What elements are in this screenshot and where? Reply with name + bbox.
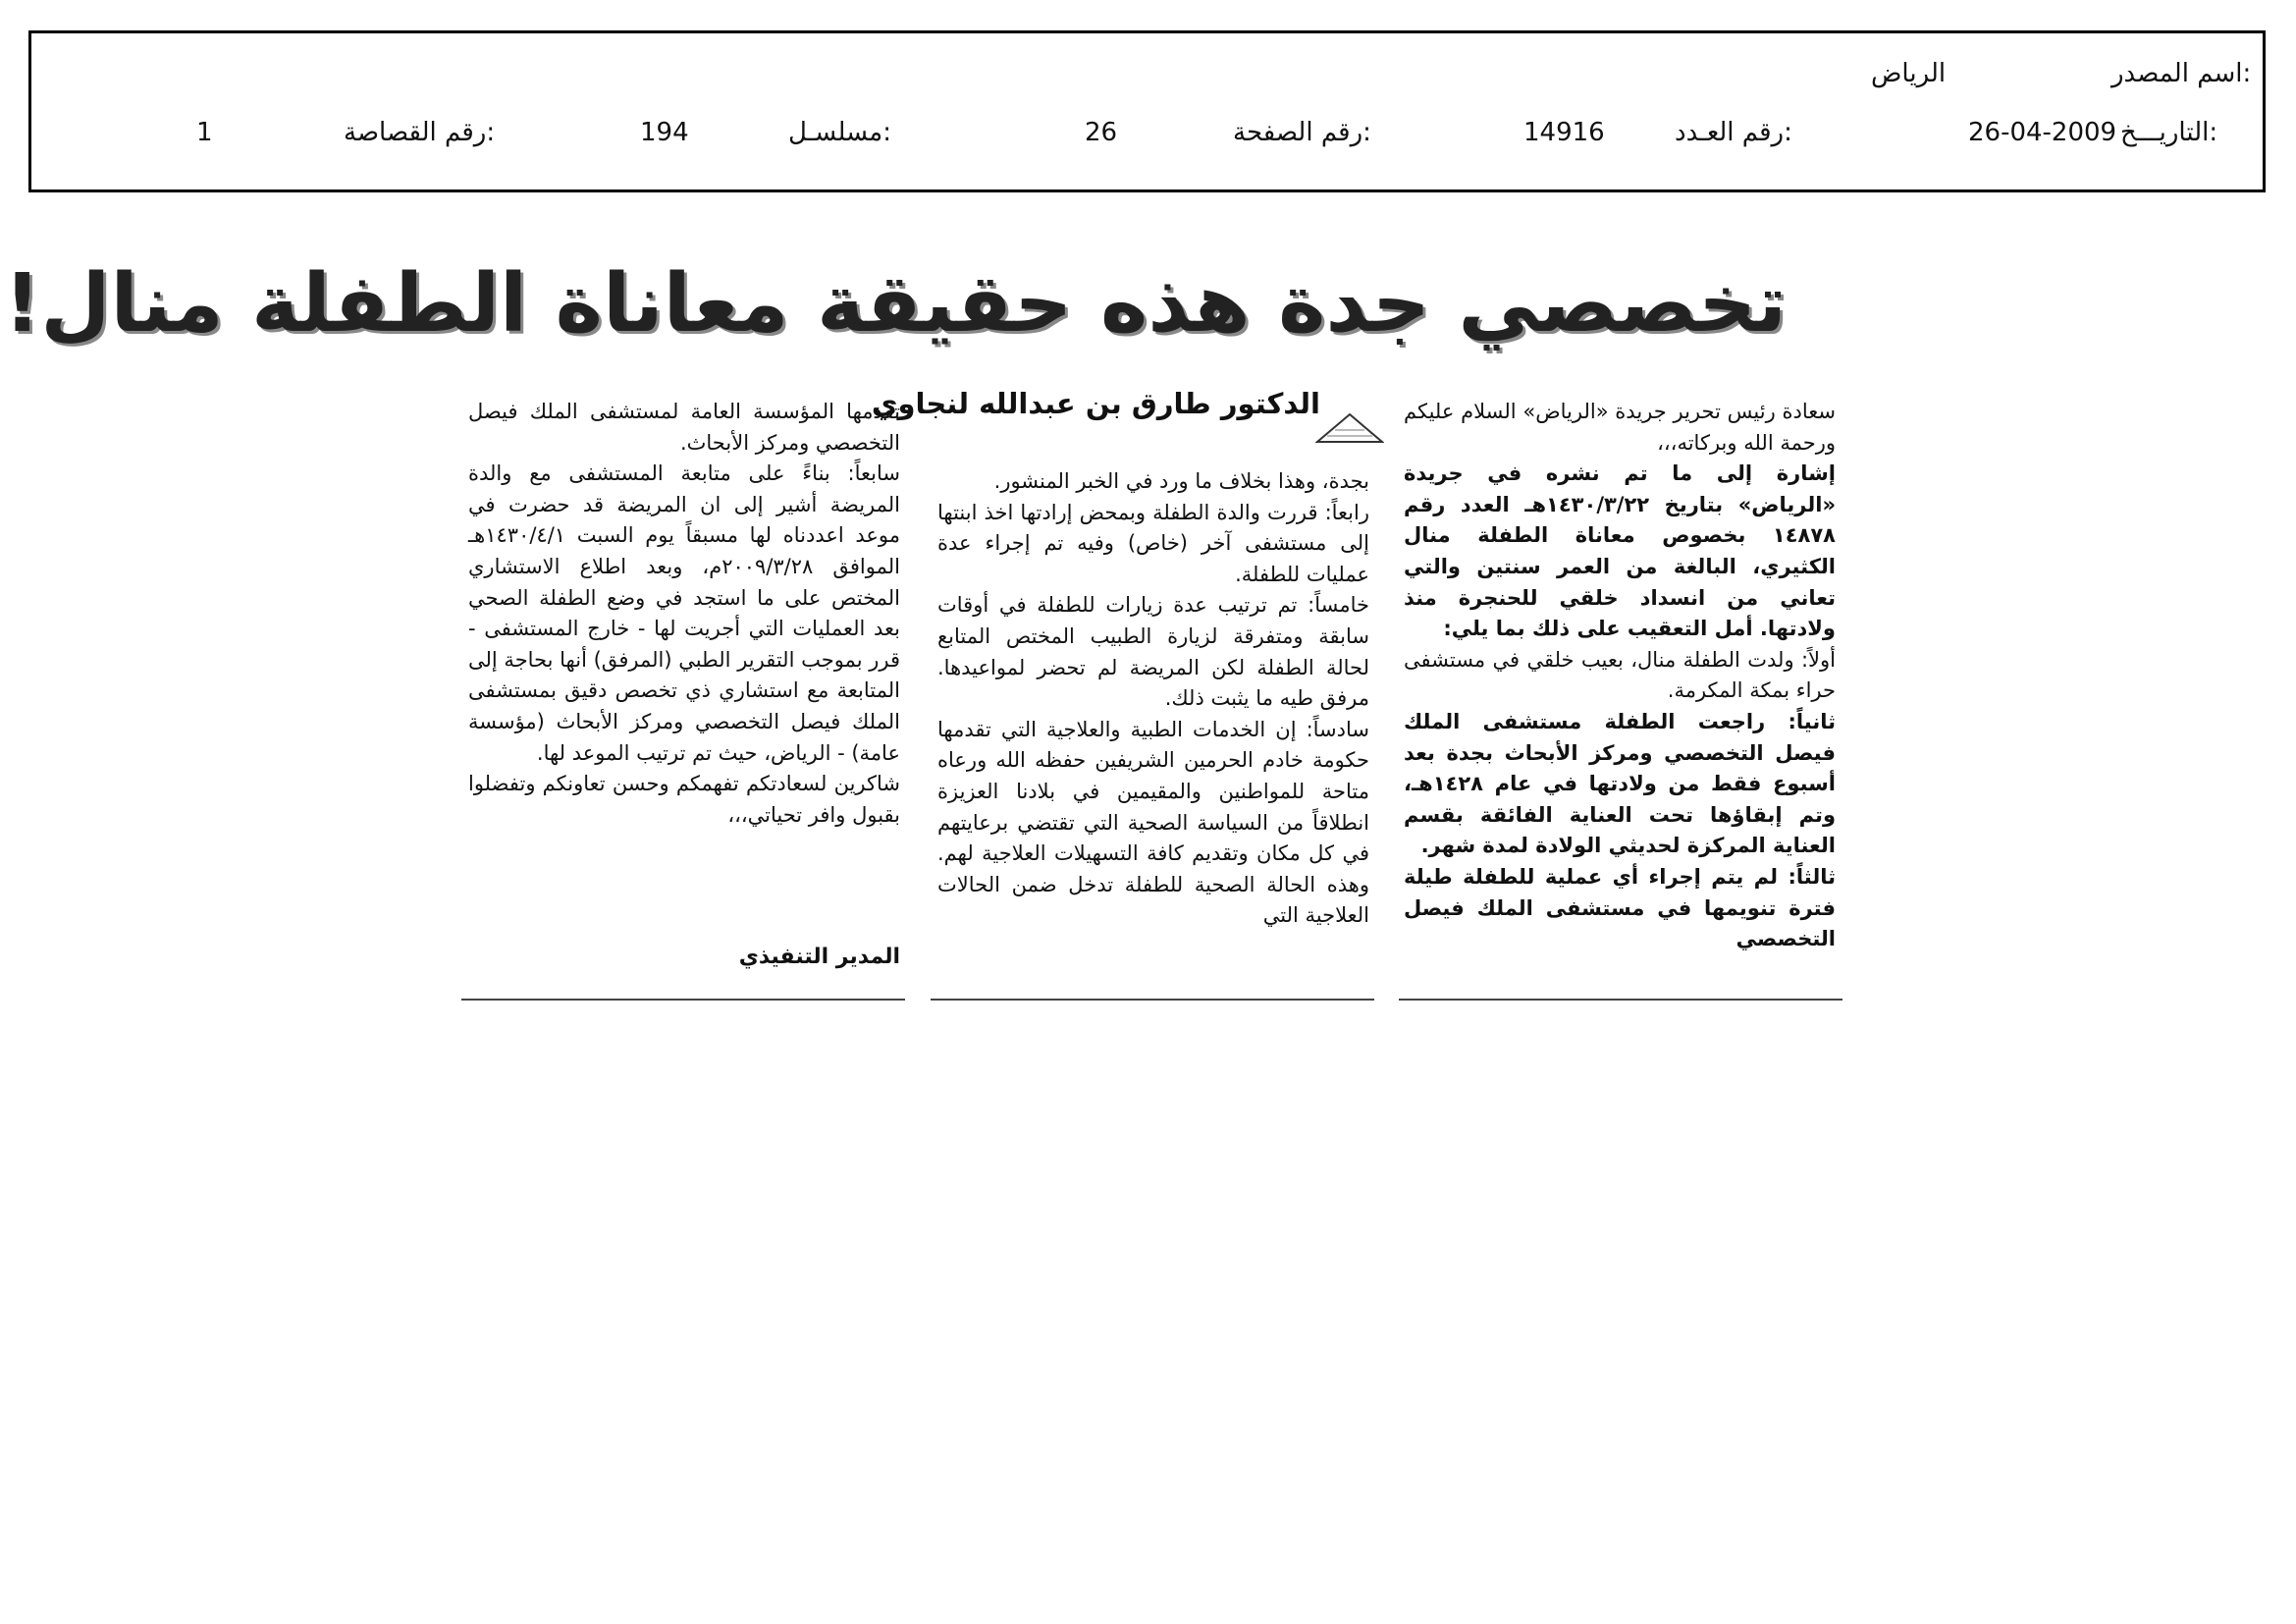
page-value: 26 (1085, 118, 1118, 147)
byline-triangle-icon (1315, 412, 1384, 444)
column-rule-middle (931, 999, 1374, 1001)
column-rule-right (1399, 999, 1842, 1001)
issue-label: رقم العـدد: (1675, 118, 1792, 147)
paragraph-sixth: سادساً: إن الخدمات الطبية والعلاجية التي تقدمها حكومة خادم الحرمين الشريفين حفظه الله ورعاه متاحة للمواطنين والمقيمين في بلادنا العزيزة انطلاقاً من السياسة الصحية التي تقتضي برعايتهم في كل مكان وتقديم كافة التسهيلات العلاجية لهم. وهذه الحالة الصحية للطفلة تدخل ضمن الحالات العلاجية التي (937, 717, 1369, 928)
serial-value: 194 (640, 118, 689, 147)
paragraph-third: ثالثاً: لم يتم إجراء أي عملية للطفلة طيلة فترة تنويمها في مستشفى الملك فيصل التخصصي (1404, 864, 1836, 951)
clip-number-label: رقم القصاصة: (344, 118, 496, 147)
paragraph-intro: إشارة إلى ما تم نشره في جريدة «الرياض» بتاريخ ١٤٣٠/٣/٢٢هـ العدد رقم ١٤٨٧٨ بخصوص معاناة الطفلة منال الكثيري، البالغة من العمر سنتين والتي تعاني من انسداد خلقي للحنجرة منذ ولادتها. أمل التعقيب على ذلك بما يلي: (1404, 461, 1837, 641)
article-column-middle (937, 466, 1369, 932)
paragraph-second: ثانياً: راجعت الطفلة مستشفى الملك فيصل التخصصي ومركز الأبحاث بجدة بعد أسبوع فقط من ولادتها في عام ١٤٢٨هـ، وتم إبقاؤها تحت العناية الفائقة بقسم العناية المركزة لحديثي الولادة لمدة شهر. (1404, 709, 1836, 858)
source-label: اسم المصدر: (2111, 59, 2252, 88)
column-rule-left (461, 999, 905, 1001)
paragraph-fifth: خامساً: تم ترتيب عدة زيارات للطفلة في أوقات سابقة ومتفرقة لزيارة الطبيب المختص المتابع لحالة الطفلة لكن المريضة لم تحضر لمواعيدها. مرفق طيه ما يثبت ذلك. (937, 593, 1369, 711)
clip-number-value: 1 (196, 118, 213, 147)
paragraph-seventh: سابعاً: بناءً على متابعة المستشفى مع والدة المريضة أشير إلى ان المريضة قد حضرت في موعد اعددناه لها مسبقاً يوم السبت ١٤٣٠/٤/١هـ الموافق ٢٠٠٩/٣/٢٨م، وبعد اطلاع الاستشاري المختص على ما استجد في وضع الطفلة الصحي بعد العمليات التي أجريت لها - خارج المستشفى - قرر بموجب التقرير الطبي (المرفق) أنها بحاجة إلى المتابعة مع استشاري ذي تخصص دقيق بمستشفى الملك فيصل التخصصي ومركز الأبحاث (مؤسسة عامة) - الرياض، حيث تم ترتيب الموعد لها. (468, 461, 900, 765)
paragraph-closing: شاكرين لسعادتكم تفهمكم وحسن تعاونكم وتفضلوا بقبول وافر تحياتي،،، (468, 772, 900, 827)
issue-value: 14916 (1523, 118, 1605, 147)
serial-label: مسلسـل: (788, 118, 891, 147)
paragraph-continuation-2: تقدمها المؤسسة العامة لمستشفى الملك فيصل التخصصي ومركز الأبحاث. (468, 400, 900, 455)
article-headline: تخصصي جدة هذه حقيقة معاناة الطفلة منال! (4, 257, 1787, 351)
article-column-left (468, 397, 900, 831)
date-value: 26-04-2009 (1968, 118, 2117, 147)
paragraph-first: أولاً: ولدت الطفلة منال، بعيب خلقي في مستشفى حراء بمكة المكرمة. (1404, 647, 1836, 703)
date-label: التاريـــخ: (2120, 118, 2218, 147)
article-column-right (1404, 397, 1836, 955)
paragraph-fourth: رابعاً: قررت والدة الطفلة وبمحض إرادتها اخذ ابنتها إلى مستشفى آخر (خاص) وفيه تم إجراء عدة عمليات للطفلة. (937, 500, 1369, 586)
clipping-header-box (28, 30, 2266, 192)
paragraph-continuation: بجدة، وهذا بخلاف ما ورد في الخبر المنشور. (993, 469, 1369, 493)
article-byline: الدكتور طارق بن عبدالله لنجاوي (871, 387, 1320, 420)
letter-greeting: سعادة رئيس تحرير جريدة «الرياض» السلام عليكم ورحمة الله وبركاته،،، (1404, 400, 1836, 455)
source-value: الرياض (1871, 59, 1947, 88)
page-label: رقم الصفحة: (1233, 118, 1371, 147)
signoff-title: المدير التنفيذي (738, 945, 900, 969)
